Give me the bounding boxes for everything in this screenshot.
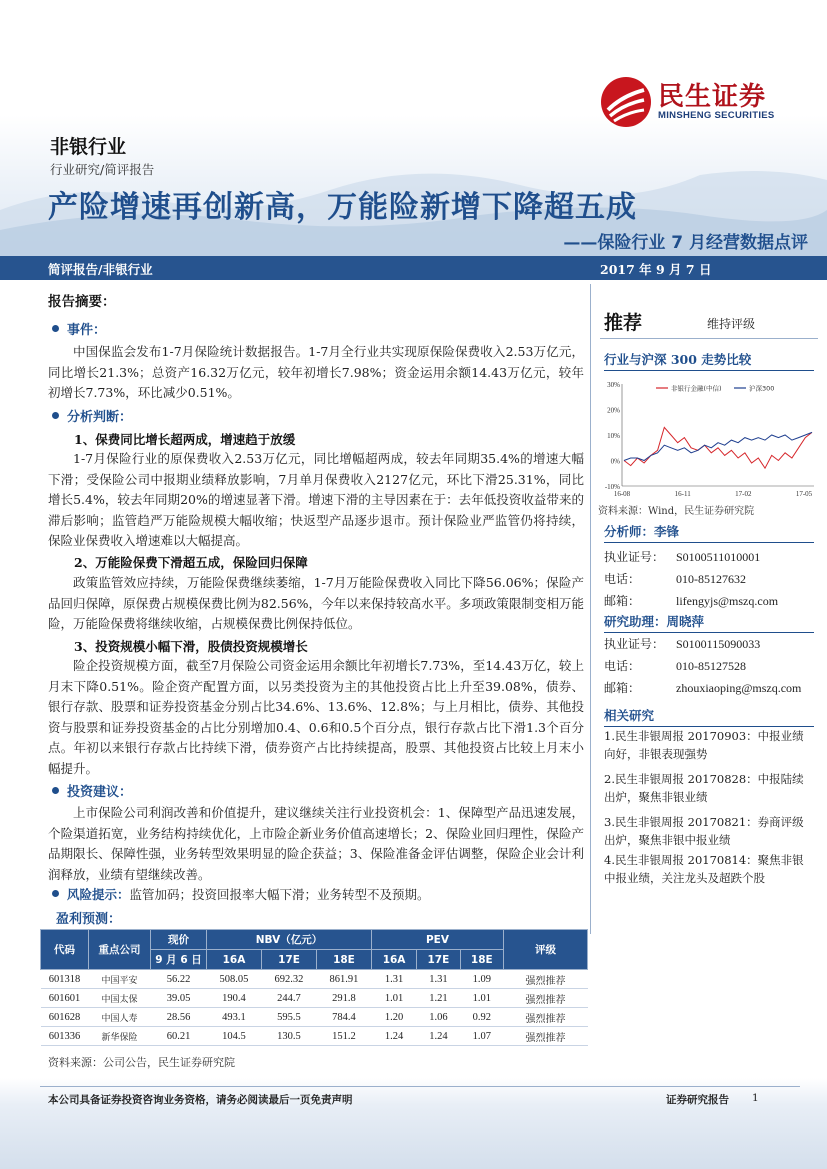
- cell-price: 39.05: [151, 989, 207, 1008]
- col-rating: 评级: [504, 930, 588, 970]
- series-line-1: [624, 427, 812, 468]
- related-header: 相关研究: [604, 706, 814, 727]
- cell-nbv: 692.32: [261, 970, 316, 989]
- cell-nbv: 861.91: [316, 970, 371, 989]
- cell-rating: 强烈推荐: [504, 989, 588, 1008]
- y-tick-label: 0%: [610, 457, 620, 466]
- page-subtitle: ——保险行业 7 月经营数据点评: [563, 233, 808, 253]
- page-number: 1: [752, 1092, 759, 1104]
- x-tick-label: 16-11: [674, 490, 691, 498]
- section1-text: 1-7月保险行业的原保费收入2.53万亿元，同比增幅超两成，较去年同期35.4%的增速大幅下滑；受保险公司中报期业绩释放影响，7月单月保费收入2127亿元，环比下滑25.31%，同比增长5.4%，较去年同期20%的增速显著下滑。增速下滑的主导因素在于：去年低投资收益带来的滞后影响；监管趋严万能险规模大幅收缩；快返型产品逐步退市。预计保险业严监管仍将持续，保险业保费收入增速难以大幅提高。: [48, 451, 584, 548]
- footer-disclaimer: 本公司具备证券投资咨询业务资格，请务必阅读最后一页免责声明: [48, 1094, 353, 1106]
- y-tick-label: 10%: [607, 432, 620, 440]
- cell-pev: 1.07: [460, 1027, 503, 1046]
- cell-nbv: 130.5: [261, 1027, 316, 1046]
- risk-line: [52, 885, 430, 903]
- cell-nbv: 508.05: [207, 970, 262, 989]
- x-tick-label: 17-02: [735, 490, 752, 498]
- section3-header: 3、投资规模小幅下滑，股债投资规模增长: [74, 639, 308, 654]
- y-tick-label: 20%: [607, 406, 620, 415]
- cell-rating: 强烈推荐: [504, 1027, 588, 1046]
- cell-pev: 1.24: [417, 1027, 460, 1046]
- company-logo: [600, 72, 800, 132]
- forecast-table: [40, 929, 588, 1046]
- col-year: 17E: [261, 950, 316, 970]
- cell-nbv: 244.7: [261, 989, 316, 1008]
- cell-nbv: 291.8: [316, 989, 371, 1008]
- logo-text-cn: 民生证券: [658, 82, 767, 112]
- bullet-icon: [52, 787, 59, 794]
- cell-code: 601628: [41, 1008, 89, 1027]
- event-header: 事件：: [52, 319, 106, 338]
- bullet-icon: [52, 325, 59, 332]
- cell-code: 601336: [41, 1027, 89, 1046]
- band-category: 简评报告/非银行业: [48, 262, 153, 277]
- bullet-icon: [52, 412, 59, 419]
- series-line-2: [624, 432, 812, 460]
- footer-label: 证券研究报告: [666, 1094, 729, 1106]
- cell-company: 新华保险: [89, 1027, 151, 1046]
- section1-header: 1、保费同比增长超两成，增速趋于放缓: [74, 432, 296, 447]
- table-row: [41, 989, 588, 1008]
- event-text: 中国保监会发布1-7月保险统计数据报告。1-7月全行业共实现原保险保费收入2.53万亿元，同比增长21.3%；总资产16.32万亿元，较年初增长7.98%；资金运用余额14.43万亿元，较年初增长7.73%，环比减少0.51%。: [48, 344, 584, 400]
- cell-code: 601601: [41, 989, 89, 1008]
- cell-nbv: 190.4: [207, 989, 262, 1008]
- related-item[interactable]: 1.民生非银周报 20170903：中报业绩向好，非银表现强势: [604, 729, 804, 761]
- cell-company: 中国平安: [89, 970, 151, 989]
- logo-text-en: MINSHENG SECURITIES: [658, 110, 775, 121]
- band-date: 2017 年 9 月 7 日: [600, 262, 712, 277]
- assistant-email[interactable]: 邮箱： zhouxiaoping@mszq.com: [604, 681, 802, 695]
- abstract-label: 报告摘要：: [48, 294, 116, 310]
- section2-text: 政策监管效应持续，万能险保费继续萎缩，1-7月万能险保费收入同比下降56.06%；保险产品回归保障，原保费占规模保费比例为82.56%，今年以来保持较高水平。多项政策限制变相万能险，万能险保费将继续收缩，占规模保费比例保持低位。: [48, 575, 584, 631]
- advice-text: 上市保险公司利润改善和价值提升，建议继续关注行业投资机会：1、保障型产品迅速发展，个险渠道拓宽，业务结构持续优化，上市险企新业务价值高速增长；2、保险业回归理性，保险产品期限长、保障性强，业务转型效果明显的险企获益；3、保险准备金评估调整，保险企业会计利润释放，业绩有望继续改善。: [48, 805, 584, 882]
- cell-nbv: 151.2: [316, 1027, 371, 1046]
- legend-label: 沪深300: [749, 384, 775, 393]
- table-source: 资料来源：公司公告，民生证券研究院: [48, 1056, 235, 1069]
- cell-pev: 0.92: [460, 1008, 503, 1027]
- column-divider: [590, 284, 591, 934]
- y-tick-label: 30%: [607, 381, 620, 389]
- cell-company: 中国人寿: [89, 1008, 151, 1027]
- assistant-license: 执业证号： S0100115090033: [604, 637, 761, 651]
- cell-nbv: 493.1: [207, 1008, 262, 1027]
- col-code: 代码: [41, 930, 89, 970]
- cell-pev: 1.24: [371, 1027, 416, 1046]
- industry-label: 非银行业: [50, 136, 127, 158]
- col-year: 16A: [207, 950, 262, 970]
- chart-source: 资料来源：Wind，民生证券研究院: [598, 506, 755, 517]
- rating: 推荐: [604, 312, 643, 334]
- section2-header: 2、万能险保费下滑超五成，保险回归保障: [74, 555, 308, 570]
- cell-pev: 1.09: [460, 970, 503, 989]
- assistant-header: 研究助理：周晓萍: [604, 612, 814, 633]
- cell-company: 中国太保: [89, 989, 151, 1008]
- table-row: [41, 970, 588, 989]
- col-pev: PEV: [371, 930, 503, 950]
- cell-nbv: 784.4: [316, 1008, 371, 1027]
- x-tick-label: 17-05: [795, 490, 813, 498]
- cell-price: 56.22: [151, 970, 207, 989]
- cell-pev: 1.20: [371, 1008, 416, 1027]
- analyst-license: 执业证号： S0100511010001: [604, 550, 761, 564]
- cell-nbv: 595.5: [261, 1008, 316, 1027]
- cell-rating: 强烈推荐: [504, 1008, 588, 1027]
- advice-header: 投资建议：: [52, 781, 132, 800]
- col-year: 16A: [371, 950, 416, 970]
- analyst-header: 分析师：李锋: [604, 522, 814, 543]
- cell-price: 28.56: [151, 1008, 207, 1027]
- analysis-header: 分析判断：: [52, 406, 132, 425]
- col-price: 现价: [151, 930, 207, 950]
- related-item[interactable]: 3.民生非银周报 20170821：券商评级出炉，聚焦非银中报业绩: [604, 815, 804, 847]
- y-tick-label: -10%: [604, 483, 620, 491]
- bullet-icon: [52, 890, 59, 897]
- chart-title: 行业与沪深 300 走势比较: [604, 350, 814, 371]
- cell-price: 60.21: [151, 1027, 207, 1046]
- col-company: 重点公司: [89, 930, 151, 970]
- section3-text: 险企投资规模方面，截至7月保险公司资金运用余额比年初增长7.73%，至14.43万亿，较上月末下降0.51%。险企资产配置方面，以另类投资为主的其他投资占比上升至39.08%，债券、银行存款、股票和证券投资基金分别占比34.6%、13.6%、12.8%；与上月相比，债券、其他投资与股票和证券投资基金的占比分别增加0.4、0.6和0.5个百分点，银行存款占比下滑1.3个百分点。年初以来银行存款占比持续下滑，债券资产占比持续提高，股票、其他投资占比较上月末小幅提升。: [48, 658, 584, 776]
- analyst-phone: 电话： 010-85127632: [604, 572, 746, 586]
- footer-divider: [40, 1086, 800, 1087]
- table-row: [41, 1008, 588, 1027]
- risk-header: 风险提示：: [67, 887, 130, 902]
- cell-pev: 1.31: [371, 970, 416, 989]
- table-title: 盈利预测：: [56, 912, 122, 927]
- cell-pev: 1.06: [417, 1008, 460, 1027]
- cell-rating: 强烈推荐: [504, 970, 588, 989]
- risk-text: 监管加码；投资回报率大幅下滑；业务转型不及预期。: [129, 887, 430, 902]
- logo-mark-icon: [600, 76, 652, 128]
- page-title: 产险增速再创新高，万能险新增下降超五成: [48, 190, 637, 225]
- trend-chart: [596, 376, 820, 500]
- cell-code: 601318: [41, 970, 89, 989]
- cell-pev: 1.21: [417, 989, 460, 1008]
- related-item[interactable]: 2.民生非银周报 20170828：中报陆续出炉，聚焦非银业绩: [604, 772, 804, 804]
- report-type: 行业研究/简评报告: [50, 162, 155, 177]
- legend-label: 非银行金融(中信): [671, 384, 722, 393]
- cell-pev: 1.01: [460, 989, 503, 1008]
- analyst-email[interactable]: 邮箱： lifengyjs@mszq.com: [604, 594, 779, 608]
- divider: [600, 338, 818, 339]
- col-price-date: 9 月 6 日: [151, 950, 207, 970]
- cell-pev: 1.31: [417, 970, 460, 989]
- col-year: 17E: [417, 950, 460, 970]
- table-row: [41, 1027, 588, 1046]
- col-nbv: NBV（亿元）: [207, 930, 372, 950]
- related-item[interactable]: 4.民生非银周报 20170814：聚焦非银中报业绩，关注龙头及超跌个股: [604, 853, 804, 885]
- x-tick-label: 16-08: [613, 490, 631, 498]
- cell-nbv: 104.5: [207, 1027, 262, 1046]
- assistant-phone: 电话： 010-85127528: [604, 659, 746, 673]
- col-year: 18E: [460, 950, 503, 970]
- col-year: 18E: [316, 950, 371, 970]
- cell-pev: 1.01: [371, 989, 416, 1008]
- rating-note: 维持评级: [707, 317, 756, 331]
